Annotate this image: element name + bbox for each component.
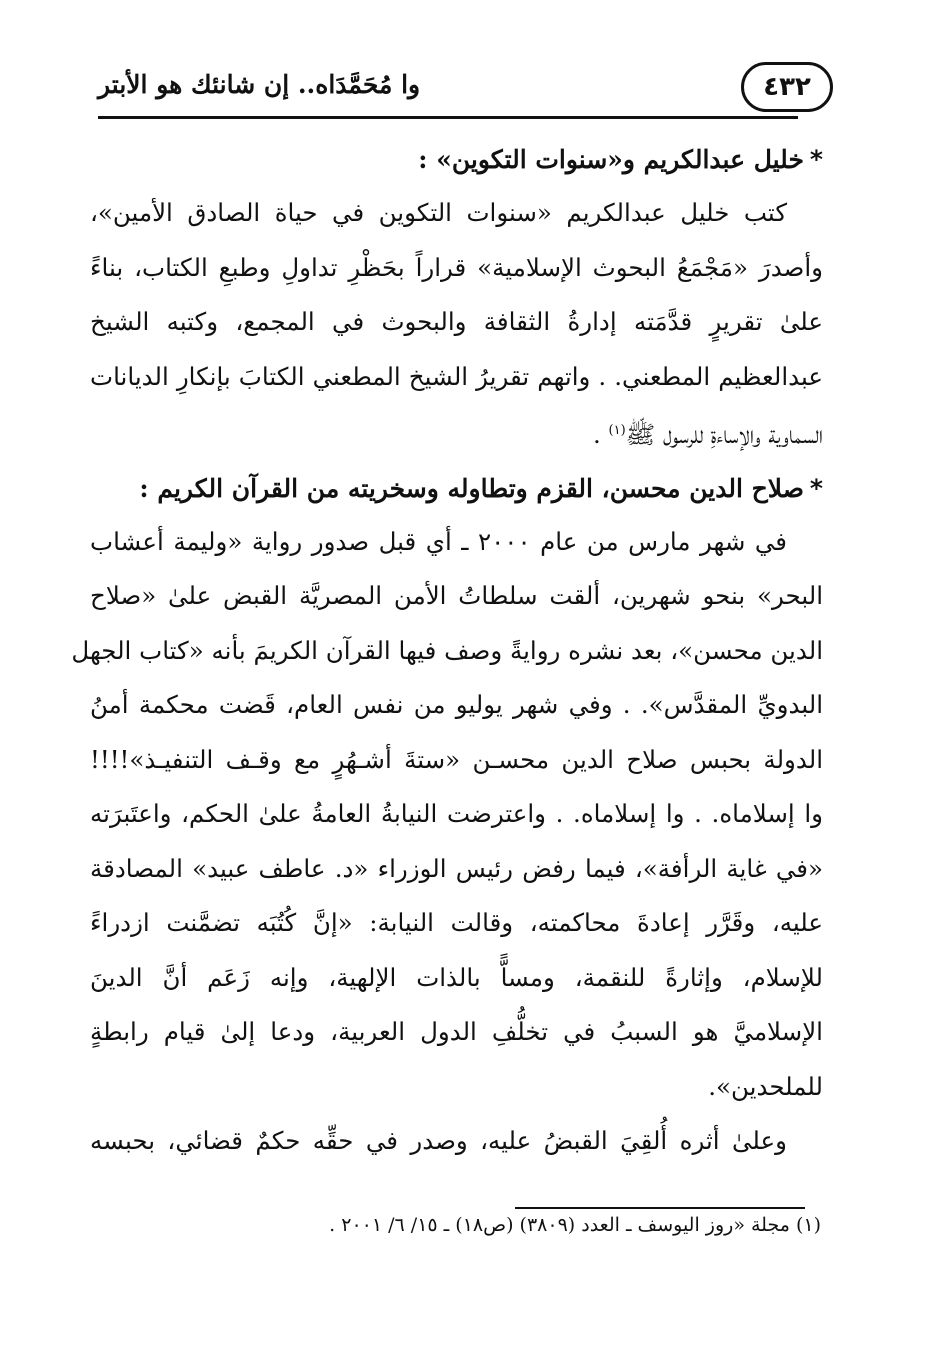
text-line: للملحدين». xyxy=(708,1071,823,1101)
bullet-star-icon: * xyxy=(809,473,823,503)
text-line: البحر» بنحو شهرين، ألقت سلطاتُ الأمن المصريَّة القبض علىٰ «صلاح xyxy=(90,581,823,611)
text-line: وا إسلاماه. . وا إسلاماه. . واعترضت النيابةُ العامةُ علىٰ الحكم، واعتَبرَته xyxy=(90,799,823,829)
running-title: وا مُحَمَّدَاه.. إن شانئك هو الأبتر xyxy=(98,70,421,99)
page-number-badge xyxy=(741,62,833,112)
footnote-ref: (١) xyxy=(608,423,626,438)
header-rule xyxy=(98,116,798,119)
text-line: في شهر مارس من عام ٢٠٠٠ ـ أي قبل صدور رواية «وليمة أعشاب xyxy=(90,526,788,556)
section-heading-text: خليل عبدالكريم و«سنوات التكوين» : xyxy=(418,145,804,174)
footnote: (١) مجلة «روز اليوسف ـ العدد (٣٨٠٩) (ص١٨) ـ ١٥/ ٦/ ٢٠٠١ . xyxy=(329,1214,821,1236)
text-line: وأصدرَ «مَجْمَعُ البحوث الإسلامية» قراراً بحَظْرِ تداولِ وطبعِ الكتاب، بناءً xyxy=(90,252,823,282)
text-line: السماوية والإساءةِ للرسول ﷺ$^{(١)}$ . xyxy=(592,420,823,450)
paragraph-khalil xyxy=(90,186,823,463)
text-line: علىٰ تقريرٍ قدَّمَته إدارةُ الثقافة والبحوث في المجمع، وكتبه الشيخ xyxy=(90,307,823,336)
section-heading-salah xyxy=(90,469,823,509)
running-header xyxy=(98,58,833,116)
text-line: الدين محسن»، بعد نشره روايةً وصف فيها القرآن الكريمَ بأنه «كتاب الجهل xyxy=(71,635,823,665)
page-number: ٤٣٢ xyxy=(763,72,811,102)
text-line: كتب خليل عبدالكريم «سنوات التكوين في حياة الصادق الأمين»، xyxy=(90,198,787,227)
text-line: الدولة بحبس صلاح الدين محسـن «ستةَ أشـهُرٍ مع وقـف التنفيـذ»!!!! xyxy=(90,744,823,774)
text-line: عبدالعظيم المطعني. . واتهم تقريرُ الشيخ المطعني الكتابَ بإنكارِ الديانات xyxy=(90,361,823,391)
paragraph-arrest xyxy=(90,1114,823,1169)
section-heading-text: صلاح الدين محسن، القزم وتطاوله وسخريته من القرآن الكريم : xyxy=(139,473,804,503)
footnote-rule xyxy=(515,1207,805,1209)
section-heading-khalil xyxy=(90,140,823,180)
text-line: «في غاية الرأفة»، فيما رفض رئيس الوزراء «د. عاطف عبيد» المصادقة xyxy=(90,853,823,883)
bullet-star-icon: * xyxy=(809,145,823,174)
text-line: للإسلام، وإثارةً للنقمة، ومساًّ بالذات الإلهية، وإنه زَعَم أنَّ الدينَ xyxy=(90,962,823,992)
text-line: وعلىٰ أثره أُلقِيَ القبضُ عليه، وصدر في حقِّه حكمٌ قضائي، بحبسه xyxy=(90,1126,787,1156)
page-body xyxy=(71,140,823,1169)
text-line: عليه، وقَرَّر إعادةَ محاكمته، وقالت النيابة: «إنَّ كُتُبَه تضمَّنت ازدراءً xyxy=(90,908,823,938)
text-line: الإسلاميَّ هو السببُ في تخلُّفِ الدول العربية، ودعا إلىٰ قيام رابطةٍ xyxy=(90,1017,823,1047)
text-line: البدويِّ المقدَّس». . وفي شهر يوليو من نفس العام، قَضت محكمة أمنُ xyxy=(90,690,823,720)
paragraph-salah xyxy=(71,515,823,1115)
